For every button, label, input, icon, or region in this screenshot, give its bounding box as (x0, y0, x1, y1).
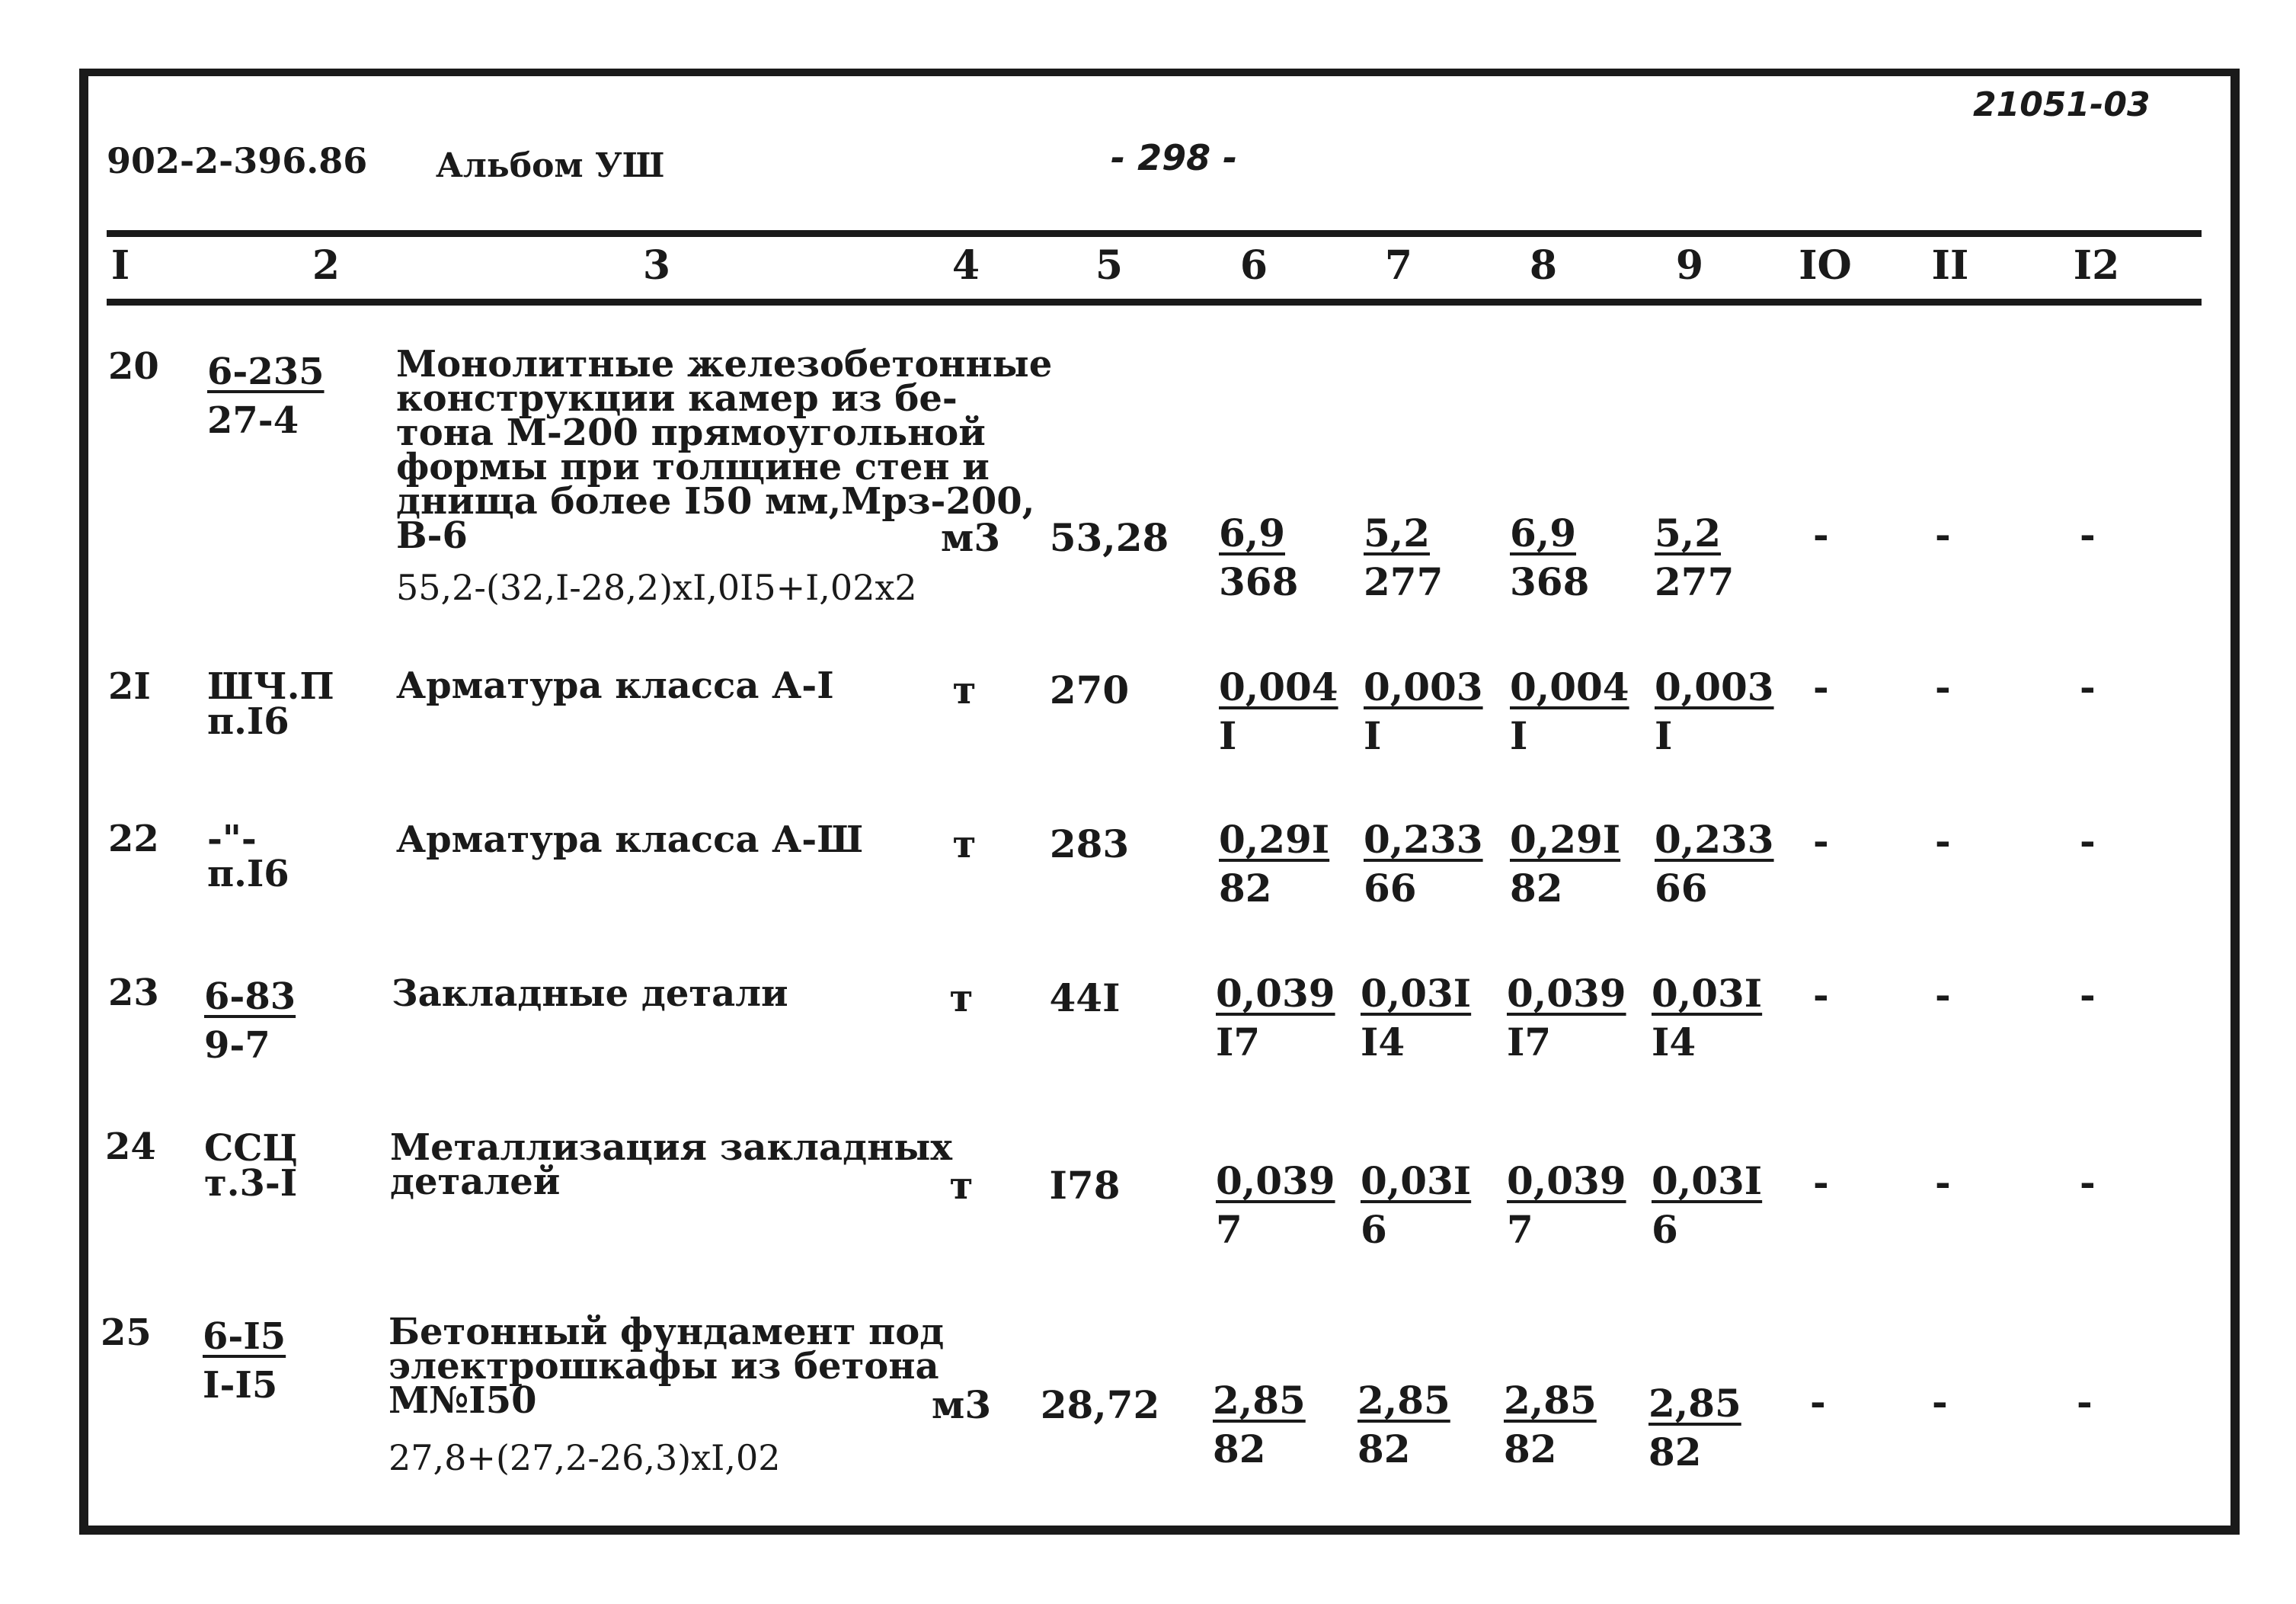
cell-col12: - (2080, 1160, 2096, 1205)
row-description: Арматура класса А-I (396, 664, 834, 707)
cell-col10: - (1813, 972, 1829, 1017)
cell-col9: $\frac{5,2}{277}$ (1655, 511, 1735, 604)
row-reference: ШЧ.П п.I6 (207, 665, 334, 743)
cell-col12: - (2080, 972, 2096, 1017)
cell-col11: - (1935, 512, 1951, 557)
cell-col6: $\frac{0,004}{I}$ (1219, 664, 1338, 758)
cell-col10: - (1813, 512, 1829, 557)
cell-col8: $\frac{0,039}{7}$ (1507, 1158, 1626, 1252)
page-number: - 298 - (1111, 137, 1238, 178)
row-quantity: I78 (1049, 1163, 1121, 1208)
cell-col10: - (1813, 818, 1829, 863)
cell-col6: $\frac{2,85}{82}$ (1213, 1378, 1306, 1471)
column-header: 4 (951, 242, 980, 289)
cell-col6: $\frac{0,29I}{82}$ (1219, 817, 1330, 911)
cell-col11: - (1935, 818, 1951, 863)
cell-col12: - (2080, 512, 2096, 557)
cell-col10: - (1810, 1379, 1826, 1424)
album-label: Альбом УШ (436, 146, 665, 185)
column-header-rule (107, 299, 2202, 306)
doc-code: 902-2-396.86 (107, 140, 368, 181)
cell-col11: - (1935, 664, 1951, 709)
cell-col9: $\frac{0,03I}{I4}$ (1652, 971, 1763, 1065)
row-number: 25 (101, 1311, 152, 1354)
column-header: 6 (1239, 242, 1268, 289)
column-header: IO (1799, 242, 1852, 289)
row-unit: т (949, 975, 974, 1020)
column-header: 8 (1529, 242, 1558, 289)
cell-col7: $\frac{2,85}{82}$ (1357, 1378, 1450, 1471)
cell-col8: $\frac{0,004}{I}$ (1510, 664, 1629, 758)
row-description: Бетонный фундамент под электрошкафы из бетона М№I50 (389, 1311, 945, 1422)
row-reference: 6-83 9-7 (204, 975, 296, 1067)
row-number: 20 (108, 345, 159, 388)
cell-col7: $\frac{5,2}{277}$ (1364, 511, 1444, 604)
row-number: 23 (108, 972, 159, 1014)
row-quantity: 44I (1049, 975, 1121, 1020)
cell-col12: - (2077, 1379, 2093, 1424)
row-quantity: 270 (1049, 668, 1130, 712)
row-unit: т (952, 821, 977, 866)
cell-col12: - (2080, 818, 2096, 863)
column-header: 2 (312, 242, 341, 289)
column-header: II (1931, 242, 1969, 289)
cell-col7: $\frac{0,03I}{6}$ (1361, 1158, 1472, 1252)
row-unit: м3 (931, 1382, 992, 1427)
cell-col11: - (1935, 1160, 1951, 1205)
row-reference: -"- п.I6 (207, 818, 289, 895)
stamp-number: 21051-03 (1973, 85, 2151, 124)
cell-col8: $\frac{6,9}{368}$ (1510, 511, 1590, 604)
row-formula: 55,2-(32,I-28,2)xI,0I5+I,02x2 (396, 567, 917, 608)
cell-col7: $\frac{0,233}{66}$ (1364, 817, 1483, 911)
cell-col11: - (1932, 1379, 1948, 1424)
cell-col10: - (1813, 1160, 1829, 1205)
row-unit: т (952, 668, 977, 712)
table-top-rule (107, 230, 2202, 237)
cell-col9: $\frac{0,03I}{6}$ (1652, 1158, 1763, 1252)
column-header: 9 (1675, 242, 1704, 289)
row-reference: 6-235 27-4 (207, 351, 325, 442)
row-quantity: 28,72 (1040, 1382, 1160, 1427)
row-description: Металлизация закладных деталей (390, 1126, 952, 1203)
row-formula: 27,8+(27,2-26,3)xI,02 (389, 1437, 781, 1478)
cell-col6: $\frac{0,039}{I7}$ (1216, 971, 1335, 1065)
cell-col9: $\frac{0,003}{I}$ (1655, 664, 1774, 758)
cell-col6: $\frac{6,9}{368}$ (1219, 511, 1299, 604)
cell-col7: $\frac{0,003}{I}$ (1364, 664, 1483, 758)
cell-col8: $\frac{0,29I}{82}$ (1510, 817, 1621, 911)
row-unit: т (949, 1163, 974, 1208)
cell-col12: - (2080, 664, 2096, 709)
column-header: I (110, 242, 130, 289)
row-number: 24 (105, 1125, 156, 1168)
row-reference: ССЦ т.3-I (204, 1127, 298, 1205)
cell-col8: $\frac{0,039}{I7}$ (1507, 971, 1626, 1065)
column-header: 5 (1095, 242, 1124, 289)
row-description: Арматура класса А-Ш (396, 818, 864, 861)
cell-col11: - (1935, 972, 1951, 1017)
column-header: 7 (1384, 242, 1413, 289)
cell-col7: $\frac{0,03I}{I4}$ (1361, 971, 1472, 1065)
cell-col6: $\frac{0,039}{7}$ (1216, 1158, 1335, 1252)
cell-col8: $\frac{2,85}{82}$ (1504, 1378, 1597, 1471)
row-reference: 6-I5 I-I5 (203, 1315, 286, 1407)
cell-col9: $\frac{2,85}{82}$ (1648, 1381, 1741, 1474)
row-number: 22 (108, 818, 159, 860)
row-quantity: 283 (1049, 821, 1130, 866)
row-number: 2I (108, 665, 151, 708)
row-description: Закладные детали (392, 972, 788, 1015)
column-header: 3 (642, 242, 671, 289)
row-description: Монолитные железобетонные конструкции камер из бе- тона М-200 прямоугольной формы при толщине стен и днища более I50 мм,Мрз-200, В-6 (396, 343, 1053, 557)
cell-col10: - (1813, 664, 1829, 709)
cell-col9: $\frac{0,233}{66}$ (1655, 817, 1774, 911)
column-header: I2 (2073, 242, 2120, 289)
row-quantity: 53,28 (1049, 515, 1169, 560)
row-unit: м3 (940, 515, 1001, 560)
